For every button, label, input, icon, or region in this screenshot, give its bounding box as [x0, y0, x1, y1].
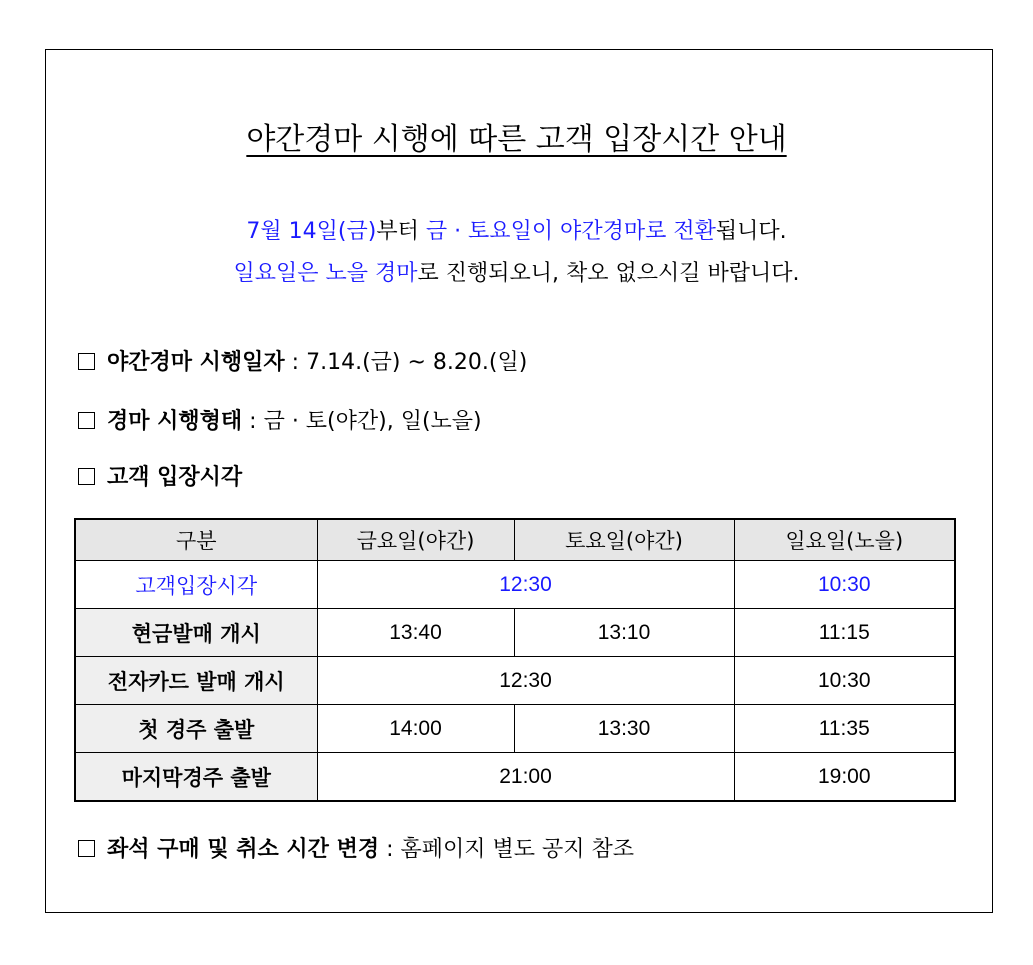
row-label: 고객입장시각 [75, 561, 317, 609]
cell-sat: 13:10 [514, 609, 734, 657]
bullet-race-format: 경마 시행형태 : 금 · 토(야간), 일(노을) [78, 404, 482, 435]
cell-sun: 10:30 [734, 561, 955, 609]
cell-sat: 13:30 [514, 705, 734, 753]
intro-line-2: 일요일은 노을 경마로 진행되오니, 착오 없으시길 바랍니다. [233, 261, 800, 286]
table-row [75, 657, 955, 705]
header-sunday: 일요일(노을) [734, 519, 955, 561]
row-label: 전자카드 발매 개시 [75, 657, 317, 705]
header-saturday: 토요일(야간) [514, 519, 734, 561]
row-label: 첫 경주 출발 [75, 705, 317, 753]
table-row [75, 753, 955, 802]
bullet-seat-purchase: 좌석 구매 및 취소 시간 변경 : 홈페이지 별도 공지 참조 [78, 832, 634, 863]
row-label: 마지막경주 출발 [75, 753, 317, 802]
square-bullet-icon [78, 412, 95, 429]
sunset-race-day: 일요일은 노을 경마 [233, 261, 418, 286]
cell-sun: 11:15 [734, 609, 955, 657]
cell-sun: 11:35 [734, 705, 955, 753]
start-date: 7월 14일(금) [246, 219, 377, 244]
cell-sun: 10:30 [734, 657, 955, 705]
cell-fri-sat: 12:30 [317, 657, 734, 705]
night-race-days: 금 · 토요일이 야간경마로 전환 [425, 219, 716, 244]
table-row [75, 561, 955, 609]
intro-line-1: 7월 14일(금)부터 금 · 토요일이 야간경마로 전환됩니다. [246, 219, 787, 244]
bullet-entry-times: 고객 입장시각 [78, 460, 242, 491]
entry-time-table [74, 518, 956, 802]
header-friday: 금요일(야간) [317, 519, 514, 561]
table-row [75, 609, 955, 657]
bullet-schedule-period: 야간경마 시행일자 : 7.14.(금) ~ 8.20.(일) [78, 345, 527, 376]
cell-sun: 19:00 [734, 753, 955, 802]
table-row [75, 705, 955, 753]
cell-fri: 14:00 [317, 705, 514, 753]
square-bullet-icon [78, 468, 95, 485]
row-label: 현금발매 개시 [75, 609, 317, 657]
table-header-row [75, 519, 955, 561]
cell-fri-sat: 12:30 [317, 561, 734, 609]
square-bullet-icon [78, 840, 95, 857]
page-title: 야간경마 시행에 따른 고객 입장시간 안내 [246, 122, 787, 157]
header-category: 구분 [75, 519, 317, 561]
square-bullet-icon [78, 353, 95, 370]
cell-fri: 13:40 [317, 609, 514, 657]
cell-fri-sat: 21:00 [317, 753, 734, 802]
